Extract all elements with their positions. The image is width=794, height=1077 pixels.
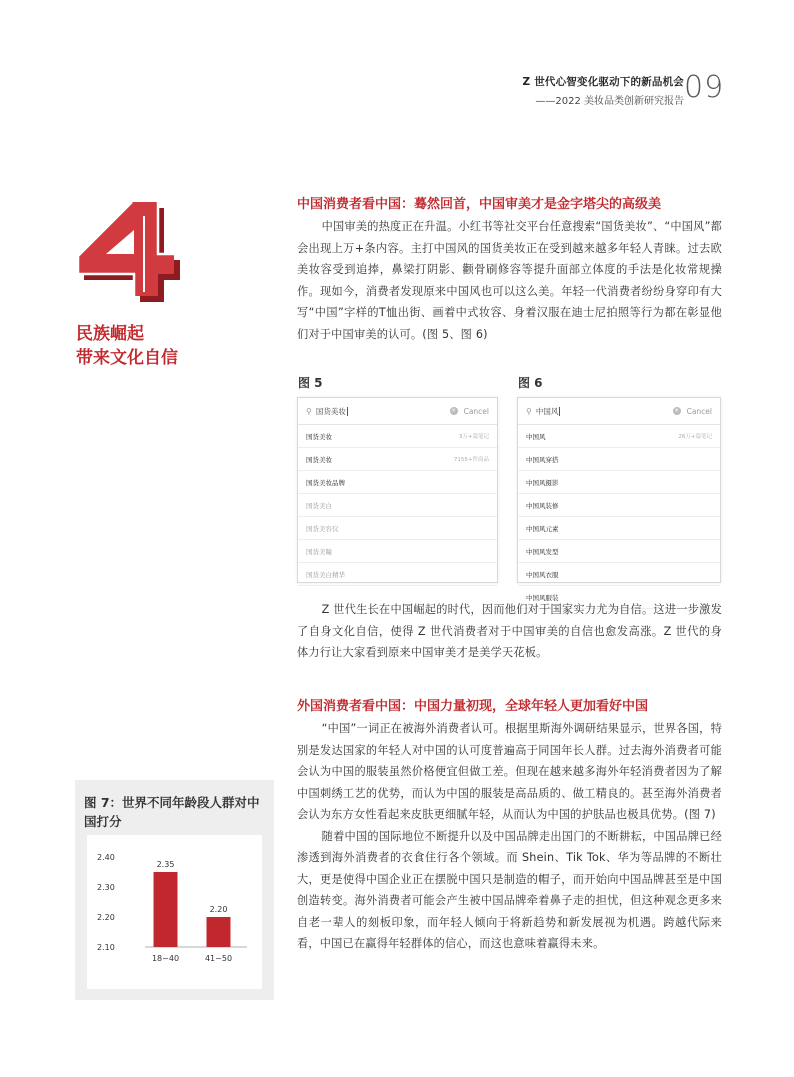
fig6-result-row (518, 494, 720, 517)
fig5-result-text: 国货美白精华 (306, 570, 345, 579)
y-tick-label: 2.10 (97, 943, 115, 952)
fig5-result-count: 7155+件商品 (453, 457, 489, 463)
search-icon: ⚲ (526, 406, 532, 416)
fig5-result-text: 国货美妆 (306, 432, 332, 441)
fig5-label: 图 5 (298, 376, 323, 390)
fig5-screenshot (297, 397, 498, 583)
block2-paragraph2: 随着中国的国际地位不断提升以及中国品牌走出国门的不断耕耘，中国品牌已经渗透到海外消费者的衣食住行各个领域。而 Shein、Tik Tok、华为等品牌的不断壮大，更是使得中国企业正在摆脱中国只是制造的帽子，而开始向中国品牌甚至是中国创造转变。海外消费者可能会产生被中国品牌牵着鼻子走的担忧，但这种观念更多来自老一辈人的刻板印象，而年轻人倾向于将新趋势和新发展视为机遇。跨越代际来看，中国已在赢得年轻群体的信心，而这也意味着赢得未来。 (297, 829, 722, 950)
fig6-result-row (518, 563, 720, 586)
fig5-search-query: 国货美妆 (315, 406, 346, 416)
block1-paragraph1: 中国审美的热度正在升温。小红书等社交平台任意搜索“国货美妆”、“中国风”都会出现上万+条内容。主打中国风的国货美妆正在受到越来越多年轻人青睐。过去欧美妆容受到追捧，鼻梁打阴影、颧骨刷修容等提升面部立体度的手法是化妆常规操作。现如今，消费者发现原来中国风也可以这么美。年轻一代消费者纷纷身穿印有大写“中国”字样的T恤出街、画着中式妆容、身着汉服在迪士尼拍照等行为都在彰显他们对于中国审美的认可。(图 5、图 6) (297, 220, 722, 341)
fig5-result-text: 国货美瞳 (306, 547, 332, 556)
text-cursor (559, 407, 560, 416)
fig6-result-text: 中国风元素 (526, 524, 559, 533)
fig6-label: 图 6 (518, 376, 543, 390)
clear-icon: × (451, 407, 457, 414)
block2 (297, 698, 722, 955)
fig6-cancel: Cancel (686, 406, 712, 416)
fig5-result-row (298, 471, 497, 494)
clear-icon: × (674, 407, 680, 414)
fig6-result-count: 26万+篇笔记 (678, 434, 712, 440)
block2-heading: 外国消费者看中国：中国力量初现，全球年轻人更加看好中国 (297, 699, 649, 714)
section-title (76, 322, 178, 370)
block1-continued (297, 599, 722, 664)
report-subtitle: ——2022 美妆品类创新研究报告 (535, 96, 684, 107)
section-title-line1: 民族崛起 (76, 324, 144, 344)
fig6-result-text: 中国风 (526, 432, 546, 441)
x-tick-label: 18~40 (151, 954, 180, 963)
y-tick-label: 2.40 (97, 853, 115, 862)
fig5-result-row (298, 540, 497, 563)
search-icon: ⚲ (306, 406, 312, 416)
report-title: Z 世代心智变化驱动下的新品机会 (522, 76, 684, 88)
fig5-results (298, 425, 497, 586)
bar (207, 917, 231, 947)
fig6-result-row (518, 517, 720, 540)
report-header (523, 74, 684, 107)
page-number: 09 (684, 70, 725, 105)
fig5-result-row (298, 517, 497, 540)
bar (154, 872, 178, 947)
fig5-search-bar (298, 398, 497, 425)
fig6-search-bar (518, 398, 720, 425)
fig5-result-text: 国货美妆 (306, 455, 332, 464)
fig6-result-row (518, 448, 720, 471)
fig5-result-row (298, 494, 497, 517)
fig6-results (518, 425, 720, 609)
fig5-cancel: Cancel (463, 406, 489, 416)
fig5-result-row (298, 448, 497, 471)
fig7-chart (87, 835, 262, 989)
fig6-result-row (518, 471, 720, 494)
block1 (297, 196, 722, 345)
fig6-result-text: 中国风服装 (526, 593, 559, 602)
text-cursor (347, 407, 348, 416)
block2-paragraph1: “中国”一词正在被海外消费者认可。根据里斯海外调研结果显示，世界各国，特别是发达国家的年轻人对中国的认可度普遍高于同国年长人群。过去海外消费者可能会认为中国的服装虽然价格便宜但做工差。但现在越来越多海外年轻消费者因为了解中国刺绣工艺的优势，而认为中国的服装是高品质的、做工精良的。甚至海外消费者会认为东方女性看起来皮肤更细腻年轻，从而认为中国的护肤品也极具优势。(图 7) (297, 722, 722, 821)
fig7-title: 图 7：世界不同年龄段人群对中国打分 (84, 795, 260, 829)
data-label: 2.35 (156, 860, 175, 869)
x-tick-label: 41~50 (204, 954, 233, 963)
fig6-search-query: 中国风 (535, 406, 559, 416)
block1-paragraph2: Z 世代生长在中国崛起的时代，因而他们对于国家实力尤为自信。这进一步激发了自身文化自信，使得 Z 世代消费者对于中国审美的自信也愈发高涨。Z 世代的身体力行让大家看到原来中国审美才是美学天花板。 (297, 603, 722, 659)
block1-heading: 中国消费者看中国：蓦然回首，中国审美才是金字塔尖的高级美 (297, 197, 662, 212)
fig5-result-count: 3万+篇笔记 (458, 434, 489, 440)
fig5-result-row (298, 563, 497, 586)
y-tick-label: 2.30 (97, 883, 115, 892)
fig5-result-row (298, 425, 497, 448)
data-label: 2.20 (209, 905, 228, 914)
fig6-screenshot (517, 397, 721, 602)
fig6-result-text: 中国风发型 (526, 547, 559, 556)
fig6-result-text: 中国风穿搭 (526, 455, 559, 464)
fig6-result-text: 中国风衣服 (526, 570, 559, 579)
fig5-result-text: 国货美妆品牌 (306, 478, 345, 487)
fig6-result-text: 中国风摄影 (526, 478, 559, 487)
section-title-line2: 带来文化自信 (76, 348, 178, 368)
fig5-result-text: 国货美容仪 (306, 524, 339, 533)
fig6-result-row (518, 425, 720, 448)
fig6-result-row (518, 540, 720, 563)
y-tick-label: 2.20 (97, 913, 115, 922)
section-number-graphic (72, 196, 188, 308)
fig6-result-text: 中国风装修 (526, 501, 559, 510)
fig5-result-text: 国货美白 (306, 501, 332, 510)
